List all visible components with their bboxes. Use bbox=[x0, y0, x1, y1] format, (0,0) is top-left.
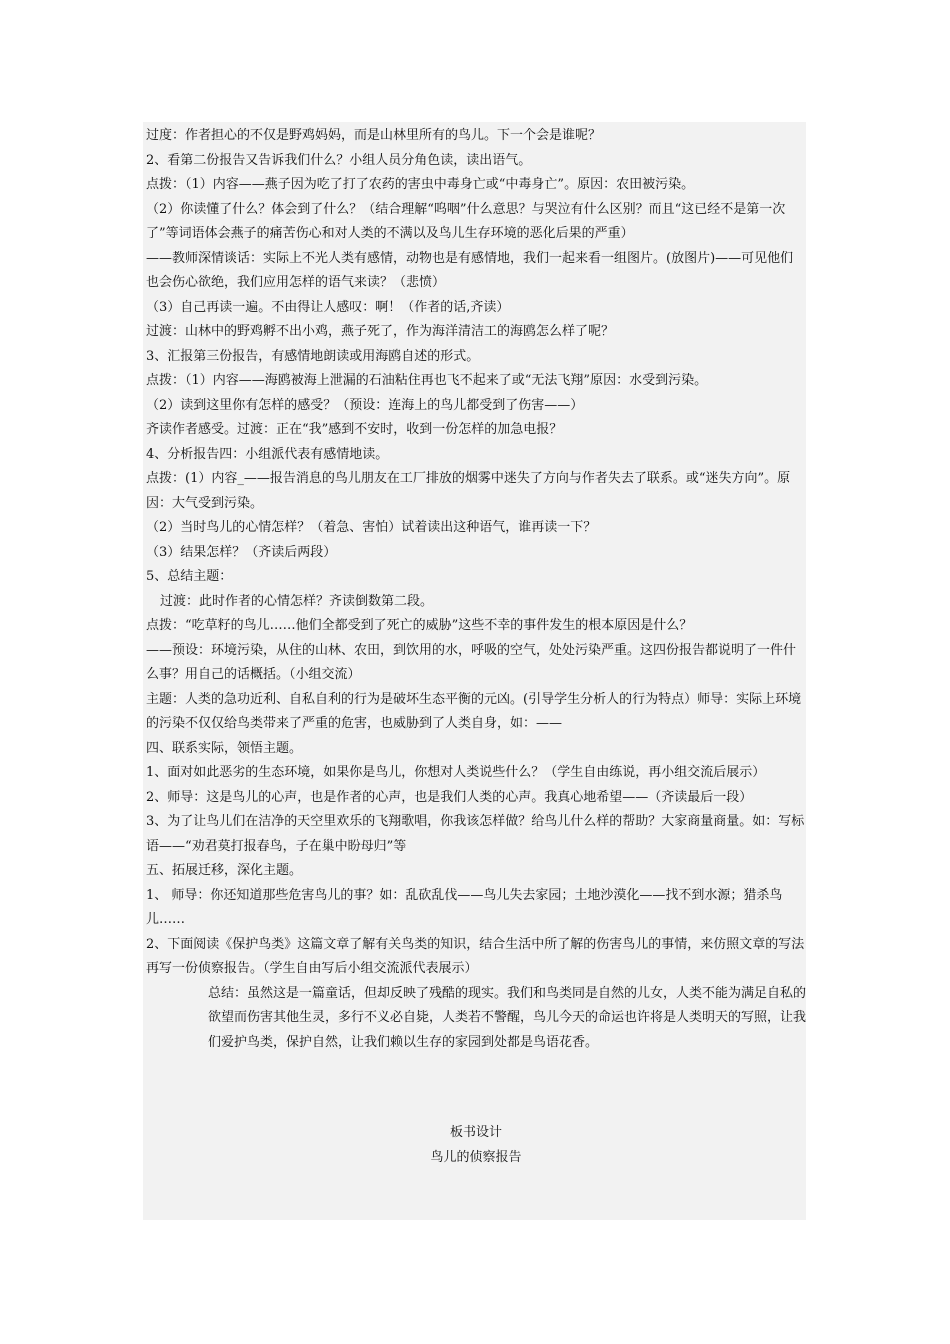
summary-paragraph: 总结：虽然这是一篇童话，但却反映了残酷的现实。我们和鸟类同是自然的儿女，人类不能为满足自私的欲望而伤害其他生灵，多行不义必自毙，人类若不警醒，鸟儿今天的命运也许将是人类明天的写照，让我们爱护鸟类，保护自然，让我们赖以生存的家园到处都是鸟语花香。 bbox=[208, 985, 807, 1050]
paragraph: 2、下面阅读《保护鸟类》这篇文章了解有关鸟类的知识，结合生活中所了解的伤害鸟儿的事情，来仿照文章的写法再写一份侦察报告。（学生自由写后小组交流派代表展示） bbox=[146, 936, 805, 976]
paragraph: （3）自己再读一遍。不由得让人感叹：啊！（作者的话,齐读） bbox=[146, 299, 510, 315]
paragraph: 主题：人类的急功近利、自私自利的行为是破坏生态平衡的元凶。(引导学生分析人的行为特点）师导：实际上环境的污染不仅仅给鸟类带来了严重的危害，也威胁到了人类自身，如：—— bbox=[146, 691, 802, 731]
spacer bbox=[146, 1055, 806, 1113]
paragraph: 3、为了让鸟儿们在洁净的天空里欢乐的飞翔歌唱，你我该怎样做？给鸟儿什么样的帮助？大家商量商量。如：写标语——“劝君莫打报春鸟，子在巢中盼母归”等 bbox=[146, 814, 805, 854]
paragraph: 点拨：(1）内容_——报告消息的鸟儿朋友在工厂排放的烟雾中迷失了方向与作者失去了联系。或“迷失方向”。原因：大气受到污染。 bbox=[146, 471, 791, 511]
paragraph: 2、师导：这是鸟儿的心声，也是作者的心声，也是我们人类的心声。我真心地希望——（齐读最后一段） bbox=[146, 789, 753, 805]
paragraph: 过渡：山林中的野鸡孵不出小鸡，燕子死了，作为海洋清洁工的海鸥怎么样了呢？ bbox=[146, 324, 615, 339]
paragraph: ——预设：环境污染，从住的山林、农田，到饮用的水，呼吸的空气，处处污染严重。这四份报告都说明了一件什么事？用自己的话概括。（小组交流） bbox=[146, 642, 797, 682]
paragraph: （3）结果怎样？（齐读后两段） bbox=[146, 544, 337, 560]
paragraph: 过度：作者担心的不仅是野鸡妈妈，而是山林里所有的鸟儿。下一个会是谁呢？ bbox=[146, 128, 602, 143]
paragraph: 5、总结主题： bbox=[146, 569, 233, 584]
paragraph: （2）读到这里你有怎样的感受？（预设：连海上的鸟儿都受到了伤害——） bbox=[146, 397, 584, 413]
paragraph: 点拨：（1）内容——海鸥被海上泄漏的石油粘住再也飞不起来了或“无法飞翔”原因：水受到污染。 bbox=[146, 373, 708, 388]
board-design-title: 板书设计 bbox=[449, 1125, 502, 1140]
paragraph: 四、联系实际，领悟主题。 bbox=[146, 740, 303, 756]
paragraph: 五、拓展迁移，深化主题。 bbox=[146, 863, 303, 878]
paragraph: 点拨：（1）内容——燕子因为吃了打了农药的害虫中毒身亡或“中毒身亡”。原因：农田被污染。 bbox=[146, 177, 695, 192]
paragraph: 4、分析报告四：小组派代表有感情地读。 bbox=[146, 446, 389, 462]
paragraph: 1、面对如此恶劣的生态环境，如果你是鸟儿，你想对人类说些什么？（学生自由练说，再小组交流后展示） bbox=[146, 765, 766, 780]
board-design-subtitle: 鸟儿的侦察报告 bbox=[430, 1149, 522, 1165]
paragraph: 点拨：“吃草籽的鸟儿……他们全都受到了死亡的威胁”这些不幸的事件发生的根本原因是什么？ bbox=[146, 618, 693, 633]
paragraph: 过渡：此时作者的心情怎样？齐读倒数第二段。 bbox=[160, 593, 434, 609]
paragraph: ——教师深情谈话：实际上不光人类有感情，动物也是有感情地，我们一起来看一组图片。(放图片)——可见他们也会伤心欲绝，我们应用怎样的语气来读？（悲愤） bbox=[146, 250, 794, 290]
paragraph: 2、看第二份报告又告诉我们什么？小组人员分角色读，读出语气。 bbox=[146, 152, 532, 168]
document-body bbox=[146, 124, 806, 1170]
paragraph: 1、 师导：你还知道那些危害鸟儿的事？如：乱砍乱伐——鸟儿失去家园；土地沙漠化——找不到水源；猎杀鸟儿…… bbox=[146, 887, 783, 927]
paragraph: 3、汇报第三份报告，有感情地朗读或用海鸥自述的形式。 bbox=[146, 348, 480, 364]
paragraph: 齐读作者感受。过渡：正在“我”感到不安时，收到一份怎样的加急电报？ bbox=[146, 422, 563, 437]
paragraph: （2）当时鸟儿的心情怎样？（着急、害怕）试着读出这种语气，谁再读一下？ bbox=[146, 520, 597, 535]
paragraph: （2）你读懂了什么？体会到了什么？（结合理解“呜咽”什么意思？与哭泣有什么区别？而且“这已经不是第一次了”等词语体会燕子的痛苦伤心和对人类的不满以及鸟儿生存环境的恶化后果的严重） bbox=[146, 201, 786, 241]
